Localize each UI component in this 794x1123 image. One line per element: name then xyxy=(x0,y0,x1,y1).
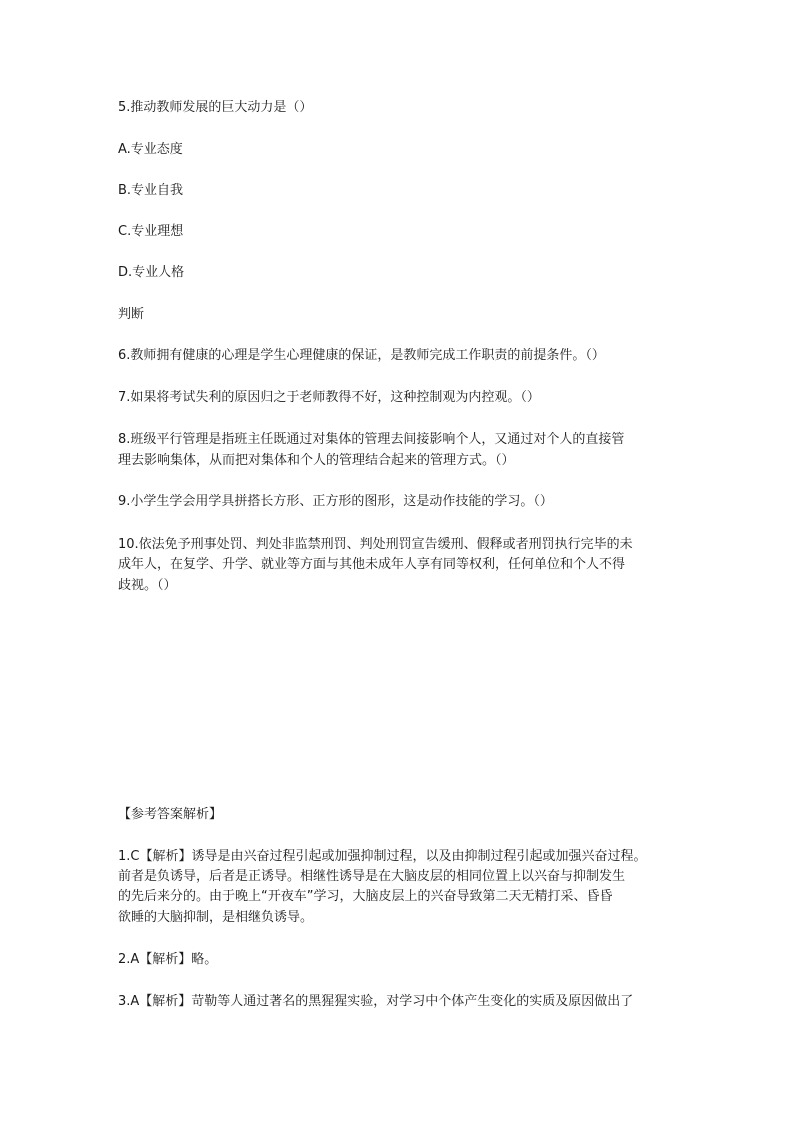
section-heading-judge: 判断 xyxy=(118,307,145,322)
answer-1-line-2: 前者是负诱导，后者是正诱导。相继性诱导是在大脑皮层的相同位置上以兴奋与抑制发生 xyxy=(118,869,626,884)
answers-heading: 【参考答案解析】 xyxy=(118,807,223,822)
answer-2: 2.A【解析】略。 xyxy=(118,952,218,967)
question-5-stem: 5.推动教师发展的巨大动力是（） xyxy=(118,100,313,115)
question-6: 6.教师拥有健康的心理是学生心理健康的保证，是教师完成工作职责的前提条件。（） xyxy=(118,348,605,363)
question-5-option-a: A.专业态度 xyxy=(118,142,183,157)
question-5-option-d: D.专业人格 xyxy=(118,265,185,280)
question-10-line-3: 歧视。（） xyxy=(118,578,177,593)
question-7: 7.如果将考试失利的原因归之于老师教得不好，这种控制观为内控观。（） xyxy=(118,390,540,405)
answer-3-line-1: 3.A【解析】苛勒等人通过著名的黑猩猩实验，对学习中个体产生变化的实质及原因做出了 xyxy=(118,994,634,1009)
question-5-option-b: B.专业自我 xyxy=(118,183,184,198)
question-9: 9.小学生学会用学具拼搭长方形、正方形的图形，这是动作技能的学习。（） xyxy=(118,494,553,509)
answer-1-line-3: 的先后来分的。由于晚上“开夜车”学习，大脑皮层上的兴奋导致第二天无精打采、昏昏 xyxy=(118,889,613,904)
question-10-line-1: 10.依法免予刑事处罚、判处非监禁刑罚、判处刑罚宣告缓刑、假释或者刑罚执行完毕的未 xyxy=(118,537,633,552)
answer-1-line-4: 欲睡的大脑抑制，是相继负诱导。 xyxy=(118,910,314,925)
question-10-line-2: 成年人，在复学、升学、就业等方面与其他未成年人享有同等权利，任何单位和个人不得 xyxy=(118,557,626,572)
question-5-option-c: C.专业理想 xyxy=(118,224,184,239)
question-8-line-1: 8.班级平行管理是指班主任既通过对集体的管理去间接影响个人，又通过对个人的直接管 xyxy=(118,432,625,447)
answer-1-line-1: 1.C【解析】诱导是由兴奋过程引起或加强抑制过程，以及由抑制过程引起或加强兴奋过程。 xyxy=(118,849,647,864)
question-8-line-2: 理去影响集体，从而把对集体和个人的管理结合起来的管理方式。（） xyxy=(118,453,515,468)
